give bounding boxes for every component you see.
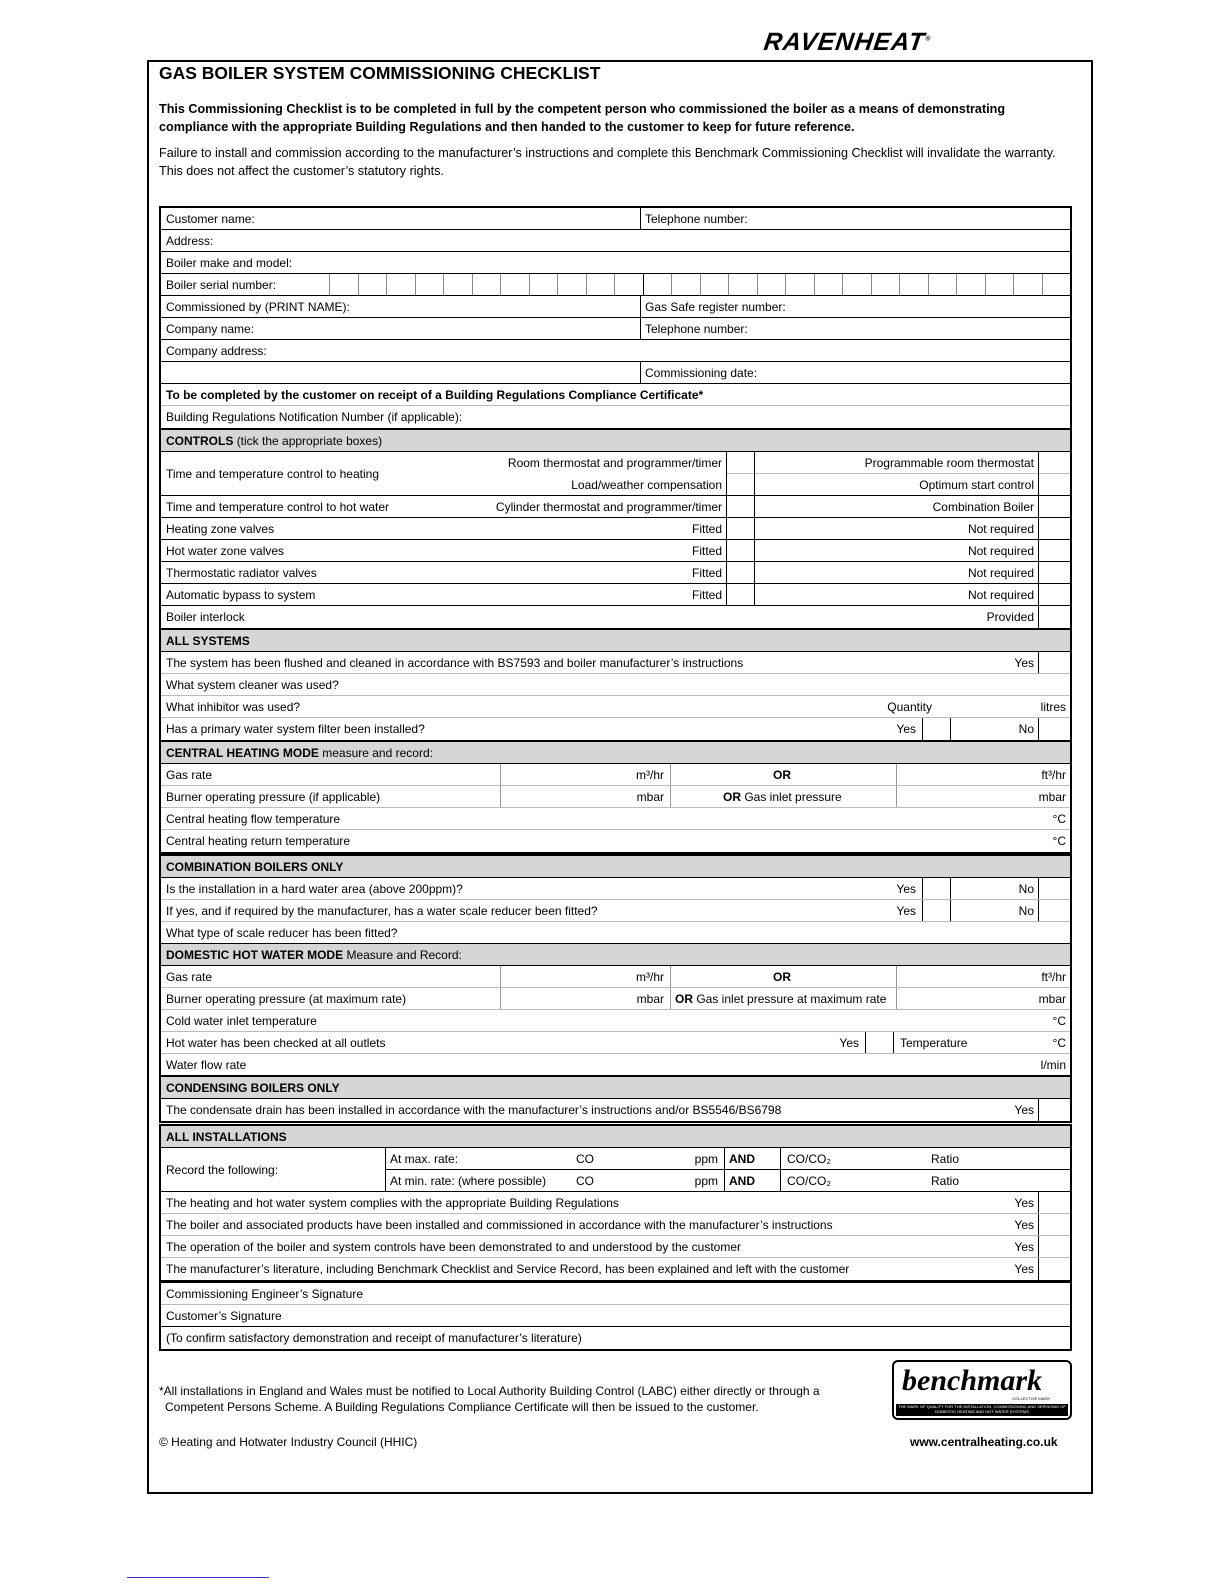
serial-digit-cell[interactable] xyxy=(358,274,387,295)
serial-digit-cell[interactable] xyxy=(529,274,558,295)
filter-row: Has a primary water system filter been installed? Yes No xyxy=(161,718,1070,740)
serial-digit-cell[interactable] xyxy=(956,274,985,295)
complies-row: The heating and hot water system complies with the appropriate Building Regulations Yes xyxy=(161,1192,1070,1214)
literature-row: The manufacturer’s literature, including Benchmark Checklist and Service Record, has been explained and left with the customer Yes xyxy=(161,1258,1070,1280)
installed-row: The boiler and associated products have been installed and commissioned in accordance with the manufacturer’s instructions Yes xyxy=(161,1214,1070,1236)
all-installations-section xyxy=(159,1124,1072,1282)
footnote: *All installations in England and Wales must be notified to Local Authority Building Control (LABC) either directly or through a Competent Persons Scheme. A Building Regulations Compliance Certificate will then be issued to the customer. xyxy=(159,1384,820,1414)
central-heating-heading: CENTRAL HEATING MODE measure and record: xyxy=(161,742,1070,764)
hard-water-row: Is the installation in a hard water area (above 200ppm)? Yes No xyxy=(161,878,1070,900)
room-thermostat-checkbox[interactable] xyxy=(726,452,755,495)
inhibitor-row[interactable]: What inhibitor was used? Quantity litres xyxy=(161,696,1070,718)
hot-water-zone-fitted-checkbox[interactable] xyxy=(726,540,755,561)
link-underline xyxy=(127,1577,269,1578)
interlock-row: Boiler interlock Provided xyxy=(161,606,1070,628)
commissioned-by-row[interactable]: Commissioned by (PRINT NAME): Gas Safe register number: xyxy=(161,296,1070,318)
serial-digit-cell[interactable] xyxy=(386,274,415,295)
serial-digit-cell[interactable] xyxy=(643,274,672,295)
intro-bold: This Commissioning Checklist is to be completed in full by the competent person who commissioned the boiler as a means of demonstrating compliance with the appropriate Building Regulations and then handed to the customer to keep for future reference. xyxy=(159,102,1006,134)
demonstrated-yes-checkbox[interactable] xyxy=(1038,1236,1067,1257)
heating-zone-not-required-checkbox[interactable] xyxy=(1038,518,1067,539)
programmable-thermostat-checkbox[interactable] xyxy=(1038,452,1067,495)
ch-return-temp-row[interactable]: Central heating return temperature °C xyxy=(166,834,1066,848)
hard-water-no-checkbox[interactable] xyxy=(1038,878,1067,899)
combination-boiler-checkbox[interactable] xyxy=(1038,496,1067,517)
controls-heading: CONTROLS (tick the appropriate boxes) xyxy=(161,430,1070,452)
serial-digit-cell[interactable] xyxy=(415,274,444,295)
serial-digit-cell[interactable] xyxy=(1013,274,1042,295)
trv-fitted-checkbox[interactable] xyxy=(726,562,755,583)
engineer-signature-row[interactable]: Commissioning Engineer’s Signature xyxy=(161,1283,1070,1305)
all-systems-section xyxy=(159,628,1072,742)
scale-reducer-row: If yes, and if required by the manufacturer, has a water scale reducer been fitted? Yes No xyxy=(161,900,1070,922)
heating-zone-row: Heating zone valves Fitted Not required xyxy=(161,518,1070,540)
confirm-row: (To confirm satisfactory demonstration and receipt of manufacturer’s literature) xyxy=(166,1331,582,1345)
filter-no-checkbox[interactable] xyxy=(1038,718,1067,740)
controls-section xyxy=(159,428,1072,630)
serial-digit-cell[interactable] xyxy=(842,274,871,295)
address-row[interactable]: Address: xyxy=(161,230,1070,252)
customer-note-row: To be completed by the customer on receipt of a Building Regulations Compliance Certificate* xyxy=(161,384,1070,406)
boiler-serial-row[interactable]: Boiler serial number: xyxy=(161,274,1070,296)
customer-signature-row[interactable]: Customer’s Signature xyxy=(161,1305,1070,1327)
serial-digit-cell[interactable] xyxy=(700,274,729,295)
flow-rate-row[interactable]: Water flow rate l/min xyxy=(166,1058,1066,1072)
dhw-heading: DOMESTIC HOT WATER MODE Measure and Record: xyxy=(161,944,1070,966)
combination-boilers-section xyxy=(159,854,1072,1078)
hot-water-zone-row: Hot water zone valves Fitted Not required xyxy=(161,540,1070,562)
commissioning-date-row[interactable]: Commissioning date: xyxy=(161,362,1070,384)
serial-digit-cell[interactable] xyxy=(1042,274,1071,295)
cylinder-thermostat-checkbox[interactable] xyxy=(726,496,755,517)
serial-digit-cell[interactable] xyxy=(500,274,529,295)
flushed-yes-checkbox[interactable] xyxy=(1038,652,1067,673)
condensate-row: The condensate drain has been installed in accordance with the manufacturer’s instructions and/or BS5546/BS6798 Yes xyxy=(161,1099,1070,1121)
serial-digit-cell[interactable] xyxy=(928,274,957,295)
notification-number-row[interactable]: Building Regulations Notification Number (if applicable): xyxy=(166,410,463,424)
outlets-yes-checkbox[interactable] xyxy=(865,1032,894,1053)
bypass-fitted-checkbox[interactable] xyxy=(726,584,755,605)
serial-digit-cell[interactable] xyxy=(614,274,643,295)
boiler-make-row[interactable]: Boiler make and model: xyxy=(161,252,1070,274)
serial-digit-cell[interactable] xyxy=(671,274,700,295)
signatures-section xyxy=(159,1281,1072,1351)
dhw-burner-pressure-row[interactable]: Burner operating pressure (at maximum rate) mbar OR Gas inlet pressure at maximum rate mbar xyxy=(161,988,1070,1010)
installed-yes-checkbox[interactable] xyxy=(1038,1214,1067,1235)
bypass-not-required-checkbox[interactable] xyxy=(1038,584,1067,605)
customer-name-row[interactable]: Customer name: Telephone number: xyxy=(161,208,1070,230)
serial-digit-cell[interactable] xyxy=(557,274,586,295)
serial-digit-cell[interactable] xyxy=(985,274,1014,295)
cold-inlet-row[interactable]: Cold water inlet temperature °C xyxy=(161,1010,1070,1032)
literature-yes-checkbox[interactable] xyxy=(1038,1258,1067,1280)
company-name-row[interactable]: Company name: Telephone number: xyxy=(161,318,1070,340)
scale-reducer-no-checkbox[interactable] xyxy=(1038,900,1067,921)
company-address-row[interactable]: Company address: xyxy=(161,340,1070,362)
serial-digit-cell[interactable] xyxy=(586,274,615,295)
flushed-row: The system has been flushed and cleaned in accordance with BS7593 and boiler manufacturer’s instructions Yes xyxy=(161,652,1070,674)
ch-burner-pressure-row[interactable]: Burner operating pressure (if applicable) mbar OR Gas inlet pressure mbar xyxy=(161,786,1070,808)
serial-digit-cell[interactable] xyxy=(443,274,472,295)
scale-type-row[interactable]: What type of scale reducer has been fitted? xyxy=(161,922,1070,944)
filter-yes-checkbox[interactable] xyxy=(922,718,951,740)
condensate-yes-checkbox[interactable] xyxy=(1038,1099,1067,1121)
benchmark-logo: benchmark COLLECTIVE MARK THE MARK OF QUALITY FOR THE INSTALLATION, COMMISSIONING AND SERVICING OF DOMESTIC HEATING AND HOT WATER SYSTEMS xyxy=(892,1360,1072,1420)
ravenheat-logo: RAVENHEAT® xyxy=(762,28,932,56)
all-installations-heading: ALL INSTALLATIONS xyxy=(161,1126,1070,1148)
serial-digit-cell[interactable] xyxy=(871,274,900,295)
serial-digit-cell[interactable] xyxy=(728,274,757,295)
scale-reducer-yes-checkbox[interactable] xyxy=(922,900,951,921)
copyright: © Heating and Hotwater Industry Council (HHIC) xyxy=(159,1435,418,1449)
central-heating-section xyxy=(159,740,1072,854)
condensing-section xyxy=(159,1075,1072,1123)
outlets-row: Hot water has been checked at all outlets Yes Temperature °C xyxy=(161,1032,1070,1054)
record-following-row[interactable]: Record the following: At max. rate: At min. rate: (where possible) CO CO ppm ppm AND AND CO/CO₂ CO/CO₂ Ratio Ratio xyxy=(161,1148,1070,1192)
heating-control-row: Time and temperature control to heating Room thermostat and programmer/timer Load/weather compensation Programmable room thermostat Optimum start control xyxy=(161,452,1070,496)
ch-flow-temp-row[interactable]: Central heating flow temperature °C xyxy=(161,808,1070,830)
condensing-heading: CONDENSING BOILERS ONLY xyxy=(161,1077,1070,1099)
combi-heading: COMBINATION BOILERS ONLY xyxy=(161,856,1070,878)
hot-water-control-row: Time and temperature control to hot water Cylinder thermostat and programmer/timer Combination Boiler xyxy=(161,496,1070,518)
serial-digit-cell[interactable] xyxy=(472,274,501,295)
all-systems-heading: ALL SYSTEMS xyxy=(161,630,1070,652)
dhw-gas-rate-row[interactable]: Gas rate m³/hr OR ft³/hr xyxy=(161,966,1070,988)
hard-water-yes-checkbox[interactable] xyxy=(922,878,951,899)
serial-digit-cell[interactable] xyxy=(814,274,843,295)
customer-details-section xyxy=(159,206,1072,430)
serial-digit-cell[interactable] xyxy=(329,274,358,295)
complies-yes-checkbox[interactable] xyxy=(1038,1192,1067,1213)
serial-digit-cell[interactable] xyxy=(899,274,928,295)
website-link[interactable]: www.centralheating.co.uk xyxy=(910,1435,1058,1449)
serial-digit-cell[interactable] xyxy=(785,274,814,295)
hot-water-zone-not-required-checkbox[interactable] xyxy=(1038,540,1067,561)
heating-zone-fitted-checkbox[interactable] xyxy=(726,518,755,539)
ch-gas-rate-row[interactable]: Gas rate m³/hr OR ft³/hr xyxy=(161,764,1070,786)
trv-row: Thermostatic radiator valves Fitted Not required xyxy=(161,562,1070,584)
intro-text: Failure to install and commission according to the manufacturer’s instructions and complete this Benchmark Commissioning Checklist will invalidate the warranty. This does not affect the customer’s statutory rights. xyxy=(159,146,1056,178)
cleaner-row[interactable]: What system cleaner was used? xyxy=(161,674,1070,696)
demonstrated-row: The operation of the boiler and system controls have been demonstrated to and understood by the customer Yes xyxy=(161,1236,1070,1258)
bypass-row: Automatic bypass to system Fitted Not required xyxy=(161,584,1070,606)
page-title: GAS BOILER SYSTEM COMMISSIONING CHECKLIST xyxy=(159,63,601,83)
trv-not-required-checkbox[interactable] xyxy=(1038,562,1067,583)
interlock-provided-checkbox[interactable] xyxy=(1038,606,1067,628)
serial-digit-cell[interactable] xyxy=(757,274,786,295)
